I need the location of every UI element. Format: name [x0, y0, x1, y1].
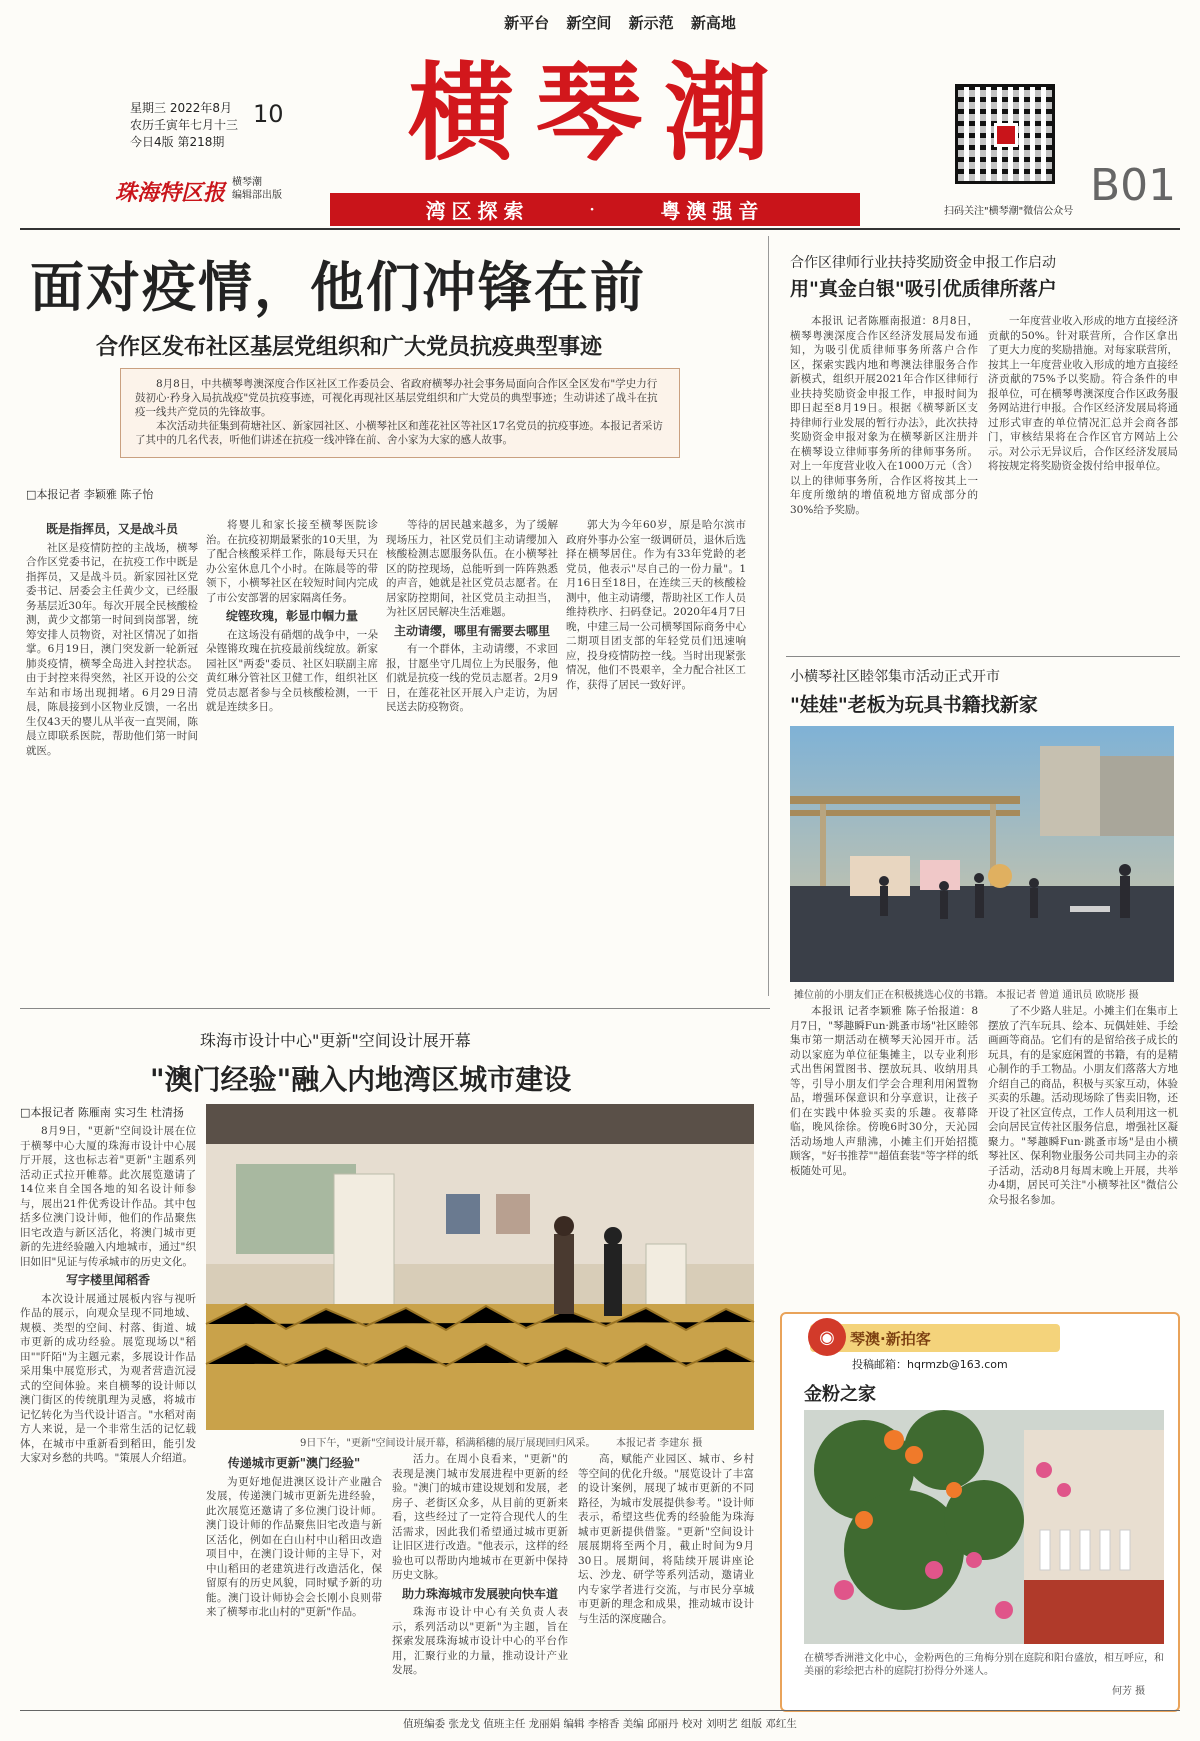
lead-col3b-text: 有一个群体，主动请缨，不求回报，甘愿坐守几周位上为民服务，他们就是抗疫一线的党员志愿者。2月9日，在莲花社区开展入户走访，为居民送去防疫物资。 — [386, 643, 558, 713]
market-col2-text: 了不少路人驻足。小摊主们在集市上摆放了汽车玩具、绘本、玩偶娃娃、手绘画画等商品。它们有的是留给孩子成长的玩具，有的是家庭闲置的书籍，有的是精心制作的手工物品。小朋友们落落大方地介绍自己的商品，积极与买家互动，体验买卖的乐趣。活动现场除了售卖旧物，还开设了社区宣传点，工作人员利用这一机会向居民宣传社区服务信息，增强社区凝聚力。"琴趣瞬Fun·跳蚤市场"是由小横琴社区、保利物业服务公司共同主办的亲子活动，活动8月每周末晚上开展，共举办4期，居民可关注"小横琴社区"微信公众号报名参加。 — [988, 1005, 1178, 1206]
banner-dot: · — [589, 201, 601, 218]
day-number: 10 — [253, 100, 284, 128]
lead-col4-text: 郭大为今年60岁，原是哈尔滨市政府外事办公室一级调研员，退休后选择在横琴居住。作为有33年党龄的老党员，他表示"尽自己的一份力量"。1月16日至18日，在连续三天的核酸检测中，他主动请缨，帮助社区工作人员维持秩序、扫码登记。2020年4月7日晚，中建三局一公司横琴国际商务中心二期项目团支部的年轻党员们迅速响应，投身疫情防控一线。当时出现紧张情况，他们不畏艰辛，全力配合社区工作，获得了居民一致好评。 — [566, 519, 746, 691]
design-credit: 本报记者 李建东 摄 — [616, 1438, 703, 1449]
market-photo — [790, 726, 1174, 982]
qr-caption: 扫码关注"横琴潮"微信公众号 — [944, 206, 1074, 217]
design-column-4 — [578, 1452, 754, 1706]
design-photo — [206, 1104, 754, 1430]
column-divider — [768, 236, 769, 996]
footer-credits: 值班编委 张龙戈 值班主任 龙丽娟 编辑 李榕香 美编 邱丽丹 校对 刘明艺 组版 邓红生 — [403, 1718, 797, 1730]
market-credit: 本报记者 曾道 通讯员 欧晓彤 摄 — [996, 990, 1139, 1001]
gallery-credit: 何芳 摄 — [1112, 1686, 1146, 1697]
red-banner — [330, 193, 860, 226]
design-col1b-text: 本次设计展通过展板内容与视听作品的展示，向观众呈现不同地域、规模、类型的空间、村落、街道、城市更新的成功经验。展览现场以"稻田""阡陌"为主题元素，多展设计作品采用集中展览形式，为观者营造沉浸式的空间体验。来自横琴的设计师以澳门街区的传统肌理为灵感，将城市记忆转化为当代设计语言。"水稻对南方人来说，是一个非常生活的记忆载体，在城市中重新看到稻田，能引发大家对乡愁的共鸣。"策展人介绍道。 — [20, 1292, 196, 1464]
design-col3-subhead: 助力珠海城市发展驶向快车道 — [401, 1586, 558, 1601]
design-col1-subhead: 写字楼里闻稻香 — [65, 1273, 150, 1287]
lead-col1-subhead: 既是指挥员，又是战斗员 — [45, 522, 178, 536]
design-col2-text: 为更好地促进澳区设计产业融合发展，传递澳门城市更新先进经验，此次展览还邀请了多位澳门设计师。澳门设计师的作品聚焦旧宅改造与新区活化，例如在白山村中山稻田改造项目中，在澳门设计师的主导下，对中山稻田的老建筑进行改造活化，保留原有的历史风貌，同时赋予新的功能。澳门设计师协会会长刚小良则带来了横琴市北山村的"更新"作品。 — [206, 1475, 382, 1618]
lawyer-headline: 用"真金白银"吸引优质律所落户 — [790, 278, 1057, 300]
design-col2-subhead: 传递城市更新"澳门经验" — [227, 1456, 361, 1470]
publisher-sub-line2: 编辑部出版 — [232, 190, 282, 201]
market-column-1 — [790, 1004, 978, 1304]
lead-col2-subhead: 绽铿玫瑰，彰显巾帼力量 — [225, 609, 358, 623]
lead-summary-1: 8月8日，中共横琴粤澳深度合作区社区工作委员会、省政府横琴办社会事务局面向合作区全区发布"学史力行鼓初心·矜身入局抗战疫"党员抗疫事迹，可视化再现社区基层党组织和广大党员的典型事迹；生动讲述了战斗在抗疫一线共产党员的先锋故事。 — [135, 378, 658, 418]
design-photo-image — [206, 1104, 754, 1430]
lawyer-column-2 — [988, 314, 1178, 644]
gallery-photo — [804, 1410, 1164, 1644]
lead-byline: □本报记者 李颖雅 陈子怡 — [26, 488, 154, 501]
banner-right: 粤澳强音 — [660, 199, 765, 223]
lead-summary-box — [120, 368, 680, 458]
market-headline: "娃娃"老板为玩具书籍找新家 — [790, 694, 1038, 716]
lead-col3-text: 等待的居民越来越多，为了缓解现场压力，社区党员们主动请缨加入核酸检测志愿服务队伍。在小横琴社区的防控现场，总能听到一阵阵熟悉的声音，她就是社区党员志愿者。在居家防控期间，社区党员主动担当，为社区居民解决生活难题。 — [386, 519, 558, 618]
lawyer-col2-text: 一年度营业收入形成的地方直接经济贡献的50%。针对联营所，合作区拿出了更大力度的奖励措施。对每家联营所，按其上一年度营业收入形成的地方直接经济贡献的75%予以奖励。符合条件的申报单位，可在横琴粤澳深度合作区政务服务网站进行申报。合作区经济发展局将通过形式审查的单位情况汇总并会商各部门，审核结果将在合作区官方网站上公示。对公示无异议后，合作区经济发展局将按规定将奖励资金拨付给申报单位。 — [988, 315, 1178, 472]
design-byline: □本报记者 陈雁南 实习生 杜清扬 — [20, 1106, 184, 1119]
qr-logo-icon — [994, 123, 1018, 147]
market-caption: 摊位前的小朋友们正在积极挑选心仪的书籍。 — [794, 990, 994, 1001]
lead-column-1 — [26, 518, 198, 992]
lawyer-col1-text: 本报讯 记者陈雁南报道：8月8日，横琴粤澳深度合作区经济发展局发布通知，为吸引优质律师事务所落户合作区，探索实践内地和粤澳法律服务合作新模式，组织开展2021年合作区律师行业扶持奖励资金申报工作，申报时间为即日起至8月19日。根据《横琴新区支持律师行业发展的暂行办法》，此次扶持奖励资金申报对象为在横琴新区注册并在横琴设立律师事务所的律师事务所。对上一年度营业收入在1000万元（含）以上的律师事务所，合作区将按其上一年度所缴纳的增值税地方留成部分的30%给予奖励。 — [790, 315, 978, 516]
gallery-box-title: 琴澳·新拍客 — [810, 1324, 1060, 1352]
design-caption: 9日下午，"更新"空间设计展开幕，稻满稻穗的展厅展现回归风采。 — [300, 1438, 596, 1449]
lead-summary-2: 本次活动共征集到荷塘社区、新家园社区、小横琴社区和莲花社区等社区17名党员的抗疫事迹。本报记者采访了其中的几名代表，听他们讲述在抗疫一线冲锋在前、舍小家为大家的感人故事。 — [135, 420, 663, 446]
camera-icon: ◉ — [808, 1318, 846, 1356]
publisher-logo: 珠海特区报 — [115, 180, 226, 206]
gallery-email[interactable]: 投稿邮箱：hqrmzb@163.com — [852, 1358, 1008, 1371]
gallery-photo-image — [804, 1410, 1164, 1644]
design-column-3 — [392, 1452, 568, 1706]
gallery-headline: 金粉之家 — [804, 1384, 876, 1405]
date-block — [130, 100, 238, 151]
design-headline: "澳门经验"融入内地湾区城市建设 — [150, 1063, 572, 1096]
design-column-2 — [206, 1452, 382, 1706]
lead-column-3 — [386, 518, 558, 992]
design-column-1 — [20, 1124, 196, 1706]
page-code: B01 — [1090, 160, 1177, 211]
market-photo-image — [790, 726, 1174, 982]
publisher-sub-line1: 横琴潮 — [232, 177, 262, 188]
lead-col1-text: 社区是疫情防控的主战场，横琴合作区党委书记，在抗疫工作中既是指挥员，又是战斗员。新家园社区党委书记、居委会主任黄少文，已经服务基层近30年。每次开展全民核酸检测，黄少文都第一时间到岗部署，统筹安排人员物资，对社区情况了如指掌。6月19日，澳门突发新一轮新冠肺炎疫情，横琴全岛进入封控状态。由于封控来得突然，社区开设的公交车站和市场出现拥堵。6月29日清晨，陈晨接到小区物业反馈，一名出生仅43天的婴儿从半夜一直哭闹，陈晨立即联系医院，帮助他们第一时间就医。 — [26, 541, 198, 757]
qr-code[interactable] — [955, 84, 1055, 184]
market-kicker: 小横琴社区睦邻集市活动正式开市 — [790, 669, 1000, 685]
design-col4-text: 高，赋能产业园区、城市、乡村等空间的优化升级。"展览设计了丰富的设计案例，展现了城市更新的不同路径，为城市发展提供参考。"设计师表示，希望这些优秀的经验能为珠海城市更新提供借鉴。"更新"空间设计展展期将至两个月，截止时间为9月30日。展期间，将陆续开展讲座论坛、沙龙、研学等系列活动，邀请业内专家学者进行交流，与市民分享城市更新的理念和成果，推动城市设计与生活的深度融合。 — [578, 1453, 754, 1625]
publisher-sub — [232, 176, 282, 202]
date-line-3: 今日4版 第218期 — [130, 135, 225, 149]
lawyer-kicker: 合作区律师行业扶持奖励资金申报工作启动 — [790, 255, 1056, 271]
lead-column-4 — [566, 518, 746, 992]
gallery-caption: 在横琴香洲港文化中心，金粉两色的三角梅分别在庭院和阳台盛放，相互呼应，和美丽的彩绘把古朴的庭院打扮得分外迷人。 — [804, 1653, 1164, 1677]
lead-subhead: 合作区发布社区基层党组织和广大党员抗疫典型事迹 — [96, 334, 603, 360]
lead-col3-subhead: 主动请缨，哪里有需要去哪里 — [393, 623, 550, 638]
date-line-2: 农历壬寅年七月十三 — [130, 118, 239, 132]
design-col3b-text: 珠海市设计中心有关负责人表示，系列活动以"更新"为主题，旨在探索发展珠海城市设计中心的平台作用，汇聚行业的力量，推动设计产业发展。 — [392, 1606, 568, 1676]
lawyer-column-1 — [790, 314, 978, 644]
lead-col2-text: 将婴儿和家长接至横琴医院诊治。在抗疫初期最紧张的10天里，为了配合核酸采样工作，陈晨每天只在办公室休息几个小时。在陈晨等的带领下，小横琴社区在较短时间内完成了市公安部署的居家隔离任务。 — [206, 519, 378, 604]
market-col1-text: 本报讯 记者李颖雅 陈子怡报道：8月7日，"琴趣瞬Fun·跳蚤市场"社区睦邻集市第一期活动在横琴天沁园开市。活动以家庭为单位征集摊主，以专业利形式出售闲置图书、摆放玩具、收纳用具等，引导小朋友们学会合理利用闲置物品，增强环保意识和分享意识，让孩子们在实践中体验买卖的乐趣。夜幕降临，晚风徐徐。傍晚6时30分，天沁园活动场地人声鼎沸，小摊主们开始招揽顾客，"好书推荐""超值套装"等字样的纸板随处可见。 — [790, 1005, 978, 1177]
lead-headline: 面对疫情，他们冲锋在前 — [30, 255, 646, 319]
masthead-title: 横琴潮 — [408, 50, 792, 175]
banner-left: 湾区探索 — [425, 199, 530, 223]
lead-column-2 — [206, 518, 378, 992]
lawyer-rule — [786, 656, 1180, 657]
design-col3-text: 活力。在周小良看来，"更新"的表现是澳门城市发展进程中更新的经验。"澳门的城市建设规划和发展，老房子、老街区众多，从目前的更新来看，这些经过了一定符合现代人的生活需求，因此我们希望通过城市更新让旧区进行改造。"他表示，这样的经验也可以帮助内地城市在更新中保持历史文脉。 — [392, 1453, 568, 1581]
design-rule — [20, 1008, 770, 1009]
market-column-2 — [988, 1004, 1178, 1304]
lead-col2b-text: 在这场没有硝烟的战争中，一朵朵铿锵玫瑰在抗疫最前线绽放。新家园社区"两委"委员、社区妇联副主席黄红琳分管社区卫健工作，组织社区党员志愿者参与全员核酸检测，一干就是连续多日。 — [206, 628, 378, 713]
design-kicker: 珠海市设计中心"更新"空间设计展开幕 — [200, 1031, 471, 1050]
header-rule — [20, 228, 1180, 230]
header-slogans: 新平台 新空间 新示范 新高地 — [504, 14, 736, 32]
footer-rule — [20, 1710, 1180, 1711]
design-col1-text: 8月9日，"更新"空间设计展在位于横琴中心大厦的珠海市设计中心展厅开展，这也标志着"更新"主题系列活动正式拉开帷幕。此次展览邀请了14位来自全国各地的知名设计师参与，展出21件优秀设计作品。其中包括多位澳门设计师，他们的作品聚焦旧宅改造与新区活化，将澳门城市更新的先进经验融入内地城市，通过"织旧如旧"见证与传承城市的历史文化。 — [20, 1125, 196, 1268]
date-line-1: 星期三 2022年8月 — [130, 101, 232, 115]
